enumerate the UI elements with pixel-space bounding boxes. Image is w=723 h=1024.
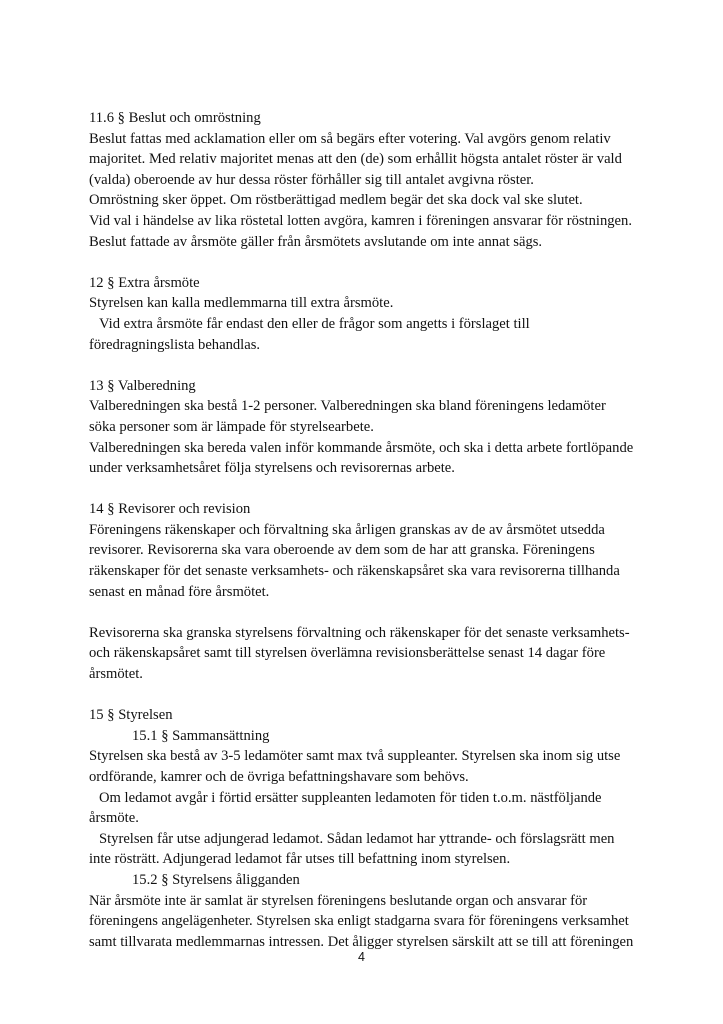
paragraph-line: majoritet. Med relativ majoritet menas att den (de) som erhållit högsta antalet röster är vald — [89, 151, 622, 168]
paragraph-line: Valberedningen ska bestå 1-2 personer. Valberedningen ska bland föreningens ledamöter — [89, 398, 606, 415]
page-number: 4 — [358, 950, 365, 964]
blank-line — [89, 685, 649, 706]
paragraph-line: årsmöte. — [89, 810, 139, 827]
paragraph-line: räkenskaper för det senaste verksamhets- och räkenskapsåret ska vara revisorerna tillhanda — [89, 563, 620, 580]
section-heading-13: 13 § Valberedning — [89, 377, 196, 394]
blank-line — [89, 355, 649, 376]
section-heading-11-6: 11.6 § Beslut och omröstning — [89, 110, 261, 126]
paragraph-line: Om ledamot avgår i förtid ersätter suppleanten ledamoten för tiden t.o.m. nästföljande — [99, 789, 602, 806]
paragraph-line: ordförande, kamrer och de övriga befattningshavare som behövs. — [89, 769, 469, 785]
paragraph-line: Revisorerna ska granska styrelsens förvaltning och räkenskaper för det senaste verksamhets- — [89, 624, 630, 641]
paragraph-line: Valberedningen ska bereda valen inför kommande årsmöte, och ska i detta arbete fortlöpande — [89, 439, 634, 456]
paragraph-line: Beslut fattas med acklamation eller om så begärs efter votering. Val avgörs genom relativ — [89, 130, 611, 147]
paragraph-line: inte rösträtt. Adjungerad ledamot får utses till befattning inom styrelsen. — [89, 851, 511, 868]
paragraph-line: Vid val i händelse av lika röstetal lotten avgöra, kamren i föreningen ansvarar för röstningen. — [89, 212, 632, 229]
paragraph-line: Föreningens räkenskaper och förvaltning ska årligen granskas av de av årsmötet utsedda — [89, 521, 605, 538]
paragraph-line: föredragningslista behandlas. — [89, 336, 261, 353]
blank-line — [89, 479, 649, 500]
paragraph-line: När årsmöte inte är samlat är styrelsen föreningens beslutande organ och ansvarar för — [89, 892, 588, 909]
paragraph-line: under verksamhetsåret följa styrelsens och revisorernas arbete. — [89, 460, 455, 477]
section-heading-12: 12 § Extra årsmöte — [89, 274, 200, 291]
section-heading-14: 14 § Revisorer och revision — [89, 501, 251, 518]
paragraph-line: senast en månad före årsmötet. — [89, 583, 270, 600]
paragraph-line: Omröstning sker öppet. Om röstberättigad medlem begär det ska dock val ske slutet. — [89, 192, 583, 209]
paragraph-line: söka personer som är lämpade för styrelsearbete. — [89, 418, 374, 435]
section-heading-15: 15 § Styrelsen — [89, 707, 173, 724]
paragraph-line: föreningens angelägenheter. Styrelsen ska enligt stadgarna svara för föreningens verksamhet — [89, 913, 629, 930]
paragraph-line: (valda) oberoende av hur dessa röster förhåller sig till antalet avgivna röster. — [89, 171, 534, 188]
blank-line — [89, 602, 649, 623]
paragraph-line: Styrelsen får utse adjungerad ledamot. Sådan ledamot har yttrande- och förslagsrätt men — [99, 830, 615, 847]
paragraph-line: och räkenskapsåret samt till styrelsen överlämna revisionsberättelse senast 14 dagar före — [89, 645, 606, 662]
paragraph-line: samt tillvarata medlemmarnas intressen. Det åligger styrelsen särskilt att se till att föreningen — [89, 933, 634, 950]
paragraph-line: Beslut fattade av årsmöte gäller från årsmötets avslutande om inte annat sägs. — [89, 233, 543, 250]
subsection-heading-15-2: 15.2 § Styrelsens åligganden — [132, 871, 300, 888]
paragraph-line: Styrelsen kan kalla medlemmarna till extra årsmöte. — [89, 295, 394, 312]
paragraph-line: årsmötet. — [89, 666, 143, 683]
document-body — [89, 108, 649, 952]
paragraph-line: Vid extra årsmöte får endast den eller de frågor som angetts i förslaget till — [99, 315, 530, 332]
paragraph-line: revisorer. Revisorerna ska vara oberoende av dem som de har att granska. Föreningens — [89, 542, 595, 559]
paragraph-line: Styrelsen ska bestå av 3-5 ledamöter samt max två suppleanter. Styrelsen ska inom sig utse — [89, 748, 621, 765]
blank-line — [89, 252, 649, 273]
subsection-heading-15-1: 15.1 § Sammansättning — [132, 727, 270, 744]
